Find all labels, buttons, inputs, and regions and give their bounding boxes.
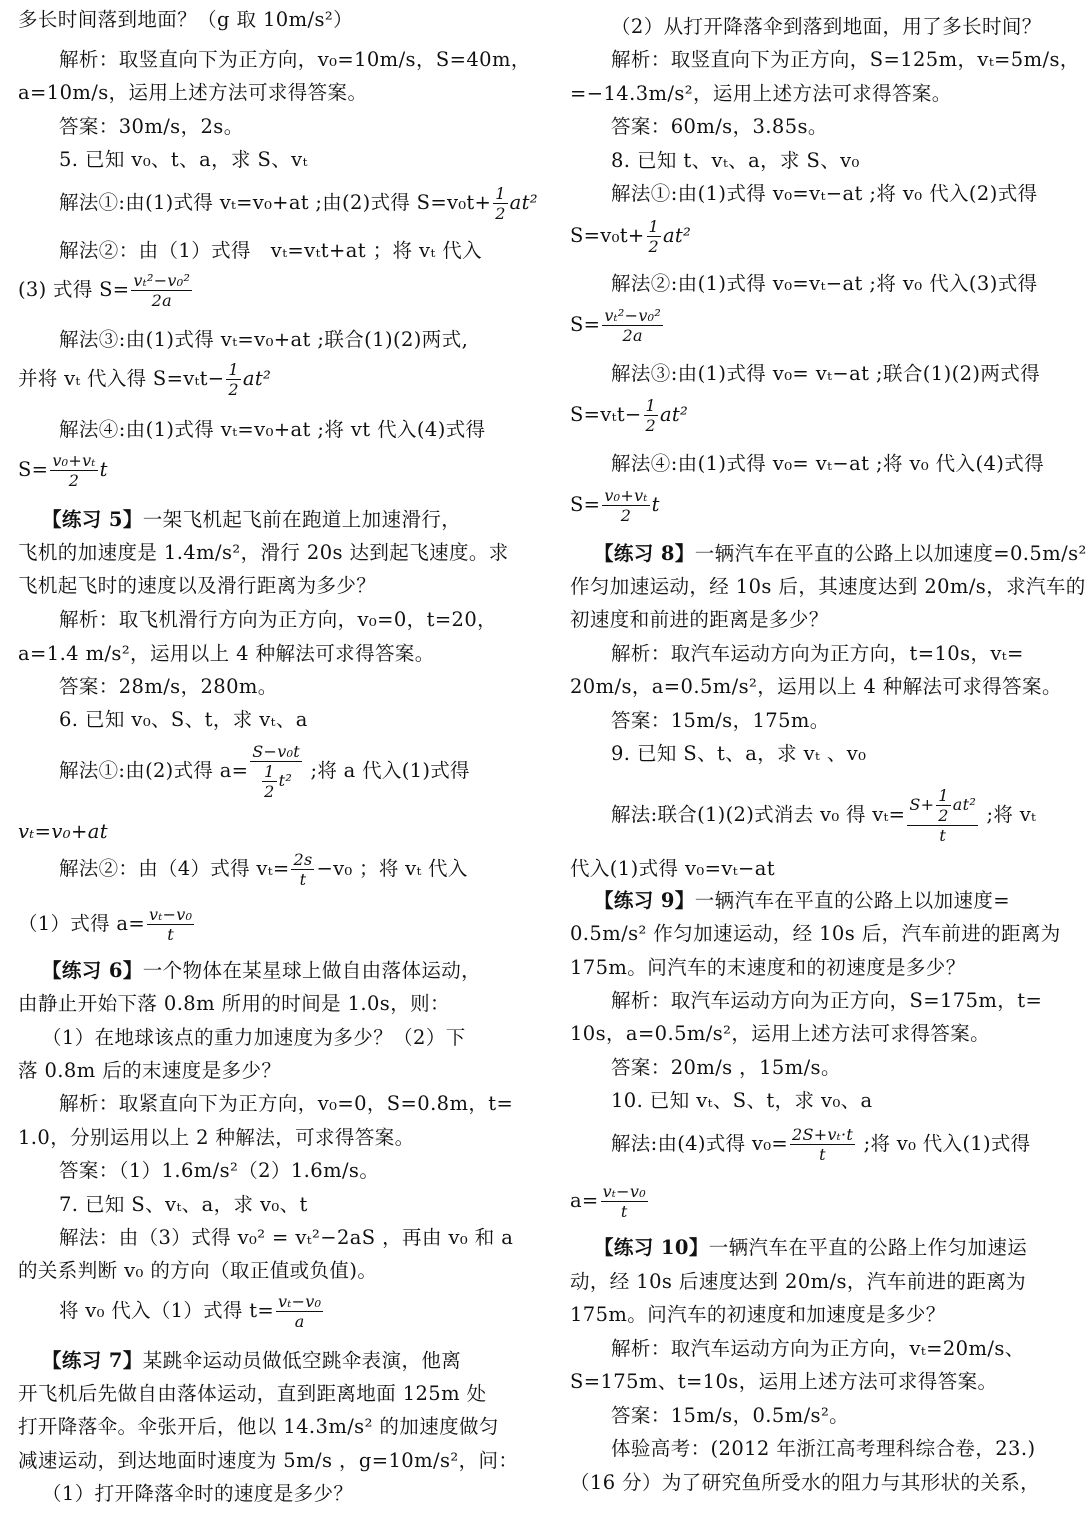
fraction-numerator: 1 <box>645 396 656 415</box>
fraction-numerator: 1 <box>495 184 506 203</box>
text-line: 打开降落伞。伞张开后，他以 14.3m/s² 的加速度做匀 <box>18 1415 499 1438</box>
fraction <box>602 486 649 525</box>
fraction-numerator: 1 <box>648 217 659 236</box>
formula-text: 解法:联合(1)(2)式消去 v₀ 得 vₜ= <box>611 803 906 826</box>
formula-text: t² <box>278 771 293 790</box>
analysis-line: 解析：取竖直向下为正方向，v₀=10m/s，S=40m， <box>59 48 531 71</box>
fraction-numerator: vₜ−v₀ <box>148 905 193 924</box>
formula-text: 将 v₀ 代入（1）式得 t= <box>59 1299 275 1322</box>
fraction-numerator: v₀+vₜ <box>52 451 96 470</box>
case-heading-6: 6. 已知 v₀、S、t，求 vₜ、a <box>59 708 308 731</box>
fraction-numerator: v₀+vₜ <box>604 486 648 505</box>
formula-text: 并将 vₜ 代入得 S=vₜt− <box>18 367 225 390</box>
text-line: 减速运动，到达地面时速度为 5m/s ，g=10m/s²，问： <box>18 1449 519 1472</box>
fraction <box>601 1182 648 1221</box>
fraction-denominator: 2 <box>264 782 275 801</box>
formula-line <box>18 905 196 944</box>
fraction-denominator: 2 <box>620 506 632 525</box>
exercise-label: 【练习 8】 <box>594 542 695 565</box>
exercise-text: 一辆汽车在平直的公路上以加速度= <box>694 889 1011 912</box>
text-line: （1）打开降落伞时的速度是多少？ <box>42 1482 354 1505</box>
exercise-label: 【练习 10】 <box>594 1236 709 1259</box>
exercise-8-title <box>570 540 1087 568</box>
fraction-denominator: 2 <box>645 416 656 435</box>
fraction-numerator: 1 <box>264 762 275 781</box>
answer-line: 答案：30m/s，2s。 <box>59 115 244 138</box>
formula-text: ;将 vₜ <box>980 803 1037 826</box>
formula-text: （1）式得 a= <box>18 912 145 935</box>
text-line: 175m。问汽车的末速度和的初速度是多少？ <box>570 956 966 979</box>
formula-text: t <box>99 458 108 481</box>
formula-text: a= <box>570 1189 599 1212</box>
answer-line: 答案：15m/s，0.5m/s²。 <box>611 1404 850 1427</box>
formula-text: −v₀ ；将 vₜ 代入 <box>316 857 468 880</box>
fraction <box>131 271 192 310</box>
exercise-text: 一个物体在某星球上做自由落体运动， <box>142 959 482 982</box>
fraction-denominator: a <box>294 1312 305 1331</box>
fraction-denominator <box>258 762 294 801</box>
fraction-denominator: t <box>819 1145 826 1164</box>
formula-line <box>570 786 1036 845</box>
formula-line <box>570 486 660 525</box>
fraction <box>50 451 97 490</box>
formula-text: S= <box>570 493 601 516</box>
formula-line <box>18 1292 325 1331</box>
fraction <box>936 786 950 825</box>
fraction-numerator: vₜ²−v₀² <box>604 306 662 325</box>
formula-line: 代入(1)式得 v₀=vₜ−at <box>570 857 776 880</box>
analysis-line: 解析：取紧直向下为正方向，v₀=0，S=0.8m，t= <box>59 1092 514 1115</box>
exercise-5-title <box>18 506 461 534</box>
text-line: 10s，a=0.5m/s²，运用上述方法可求得答案。 <box>570 1022 991 1045</box>
formula-line <box>570 217 691 256</box>
fraction-denominator: t <box>939 826 947 845</box>
formula-line <box>18 742 470 801</box>
text-line: 飞机起飞时的速度以及滑行距离为多少？ <box>18 574 377 597</box>
formula-text: 解法:由(4)式得 v₀= <box>611 1132 788 1155</box>
fraction <box>602 306 663 345</box>
exercise-7-title <box>18 1347 461 1375</box>
analysis-line: 解析：取竖直向下为正方向，S=125m，vₜ=5m/s， <box>611 48 1080 71</box>
text-line: a=1.4 m/s²，运用以上 4 种解法可求得答案。 <box>18 642 435 665</box>
text-line: 初速度和前进的距离是多少？ <box>570 608 829 631</box>
text-line: 飞机的加速度是 1.4m/s²，滑行 20s 达到起飞速度。求 <box>18 541 509 564</box>
formula-text: (3) 式得 S= <box>18 278 130 301</box>
exercise-label: 【练习 9】 <box>594 889 695 912</box>
formula-line <box>570 1125 1030 1164</box>
case-heading-10: 10. 已知 vₜ、S、t，求 v₀、a <box>611 1089 873 1112</box>
formula-text: S+ <box>909 795 935 814</box>
fraction-denominator: t <box>167 925 175 944</box>
fraction-numerator: 1 <box>228 360 239 379</box>
formula-text: 解法①:由(1)式得 vₜ=v₀+at ;由(2)式得 S=v₀t+ <box>59 191 492 214</box>
formula-line <box>570 1182 650 1221</box>
case-heading-8: 8. 已知 t、vₜ、a，求 S、v₀ <box>611 149 860 172</box>
answer-line: 答案：20m/s ，15m/s。 <box>611 1056 841 1079</box>
text-line: =−14.3m/s²，运用上述方法可求得答案。 <box>570 82 952 105</box>
text-line: 的关系判断 v₀ 的方向（取正值或负值)。 <box>18 1259 378 1282</box>
fraction-denominator: 2 <box>68 471 80 490</box>
fraction-denominator: t <box>299 870 307 889</box>
fraction <box>262 762 276 801</box>
formula-text: 解法②：由（4）式得 vₜ= <box>59 857 290 880</box>
case-heading-7: 7. 已知 S、vₜ、a，求 v₀、t <box>59 1193 308 1216</box>
text-line: 175m。问汽车的初速度和加速度是多少？ <box>570 1303 946 1326</box>
formula-text: S= <box>570 313 601 336</box>
text-line: （2）从打开降落伞到落到地面，用了多长时间？ <box>611 15 1042 38</box>
formula-line <box>18 271 194 310</box>
fraction-denominator: 2 <box>228 380 239 399</box>
text-line: （16 分）为了研究鱼所受水的阻力与其形状的关系， <box>570 1471 1041 1494</box>
exam-heading: 体验高考：(2012 年浙江高考理科综合卷，23.) <box>611 1437 1036 1460</box>
analysis-line: 解析：取汽车运动方向为正方向，vₜ=20m/s、 <box>611 1337 1025 1360</box>
text-line: 20m/s，a=0.5m/s²，运用以上 4 种解法可求得答案。 <box>570 675 1062 698</box>
text-line: 作匀加速运动，经 10s 后，其速度达到 20m/s，求汽车的 <box>570 575 1086 598</box>
fraction <box>647 217 661 256</box>
exercise-text: 一辆汽车在平直的公路上以加速度=0.5m/s² <box>694 542 1087 565</box>
compound-fraction <box>907 786 978 845</box>
text-line: S=175m、t=10s，运用上述方法可求得答案。 <box>570 1370 998 1393</box>
answer-line: 答案：（1）1.6m/s²（2）1.6m/s。 <box>59 1159 380 1182</box>
formula-text: S= <box>18 458 49 481</box>
fraction-denominator: 2a <box>622 326 643 345</box>
fraction-numerator: vₜ²−v₀² <box>133 271 191 290</box>
formula-line <box>18 184 538 223</box>
formula-text: 解法①:由(2)式得 a= <box>59 759 249 782</box>
formula-line: 解法④:由(1)式得 vₜ=v₀+at ;将 vt 代入(4)式得 <box>59 418 486 441</box>
exercise-label: 【练习 6】 <box>42 959 143 982</box>
case-heading-9: 9. 已知 S、t、a，求 vₜ 、v₀ <box>611 742 867 765</box>
formula-text: at² <box>509 191 538 214</box>
formula-text: S=vₜt− <box>570 403 642 426</box>
formula-text: t <box>651 493 660 516</box>
text-line: 0.5m/s² 作匀加速运动，经 10s 后，汽车前进的距离为 <box>570 922 1061 945</box>
formula-line <box>18 451 108 490</box>
formula-line <box>18 850 468 889</box>
fraction-denominator: t <box>620 1202 628 1221</box>
text-line: 由静止开始下落 0.8m 所用的时间是 1.0s，则： <box>18 992 450 1015</box>
formula-line: 解法③:由(1)式得 v₀= vₜ−at ;联合(1)(2)两式得 <box>611 362 1041 385</box>
analysis-line: 解析：取汽车运动方向为正方向，S=175m，t= <box>611 989 1043 1012</box>
formula-line: 解法④:由(1)式得 v₀= vₜ−at ;将 v₀ 代入(4)式得 <box>611 452 1045 475</box>
exercise-label: 【练习 7】 <box>42 1349 143 1372</box>
text-line: 多长时间落到地面？（g 取 10m/s²） <box>18 8 353 31</box>
formula-line: 解法①:由(1)式得 v₀=vₜ−at ;将 v₀ 代入(2)式得 <box>611 182 1038 205</box>
fraction-numerator: 2s <box>293 850 313 869</box>
text-line: 落 0.8m 后的末速度是多少？ <box>18 1059 282 1082</box>
fraction-denominator: 2 <box>648 237 659 256</box>
formula-line <box>570 306 665 345</box>
exercise-10-title <box>570 1234 1027 1262</box>
fraction-numerator: vₜ−v₀ <box>278 1292 322 1311</box>
fraction-numerator: vₜ−v₀ <box>602 1182 646 1201</box>
formula-text: at² <box>659 403 689 426</box>
formula-line <box>18 360 271 399</box>
formula-text: ;将 v₀ 代入(1)式得 <box>857 1132 1031 1155</box>
formula-text: at² <box>242 367 272 390</box>
formula-line: 解法②:由(1)式得 v₀=vₜ−at ;将 v₀ 代入(3)式得 <box>611 272 1038 295</box>
fraction <box>276 1292 323 1331</box>
fraction-numerator: 1 <box>938 786 949 805</box>
fraction-denominator: 2a <box>151 291 172 310</box>
answer-line: 答案：28m/s，280m。 <box>59 675 278 698</box>
fraction <box>644 396 658 435</box>
exercise-9-title <box>570 887 1010 915</box>
analysis-line: 解析：取飞机滑行方向为正方向，v₀=0，t=20， <box>59 608 498 631</box>
fraction <box>493 184 507 223</box>
text-line: a=10m/s，运用上述方法可求得答案。 <box>18 81 368 104</box>
text-line: 动，经 10s 后速度达到 20m/s，汽车前进的距离为 <box>570 1270 1026 1293</box>
answer-line: 答案：60m/s，3.85s。 <box>611 115 828 138</box>
fraction <box>790 1125 855 1164</box>
text-line: （1）在地球该点的重力加速度为多少？（2）下 <box>42 1026 466 1049</box>
formula-line: 解法：由（3）式得 v₀² = vₜ²−2aS ，再由 v₀ 和 a <box>59 1226 514 1249</box>
text-line: 1.0，分别运用以上 2 种解法，可求得答案。 <box>18 1126 415 1149</box>
formula-line: 解法②：由（1）式得 vₜ=vₜt+at ；将 vₜ 代入 <box>59 239 483 262</box>
fraction-denominator: 2 <box>495 204 506 223</box>
exercise-text: 某跳伞运动员做低空跳伞表演，他离 <box>142 1349 462 1372</box>
exercise-text: 一辆汽车在平直的公路上作匀加速运 <box>708 1236 1028 1259</box>
formula-text: S=v₀t+ <box>570 224 645 247</box>
formula-text: ;将 a 代入(1)式得 <box>304 759 470 782</box>
text-line: 开飞机后先做自由落体运动，直到距离地面 125m 处 <box>18 1382 487 1405</box>
fraction-numerator: S−v₀t <box>252 742 301 761</box>
formula-line <box>570 396 688 435</box>
answer-line: 答案：15m/s，175m。 <box>611 709 830 732</box>
fraction-numerator <box>907 786 978 826</box>
fraction <box>147 905 194 944</box>
fraction <box>291 850 314 889</box>
fraction-numerator: 2S+vₜ·t <box>791 1125 854 1144</box>
exercise-6-title <box>18 957 481 985</box>
analysis-line: 解析：取汽车运动方向为正方向，t=10s，vₜ= <box>611 642 1024 665</box>
formula-line: 解法③:由(1)式得 vₜ=v₀+at ;联合(1)(2)两式, <box>59 328 469 351</box>
formula-text: at² <box>663 224 692 247</box>
formula-line: vₜ=v₀+at <box>18 820 108 843</box>
exercise-text: 一架飞机起飞前在跑道上加速滑行， <box>142 508 462 531</box>
case-heading-5: 5. 已知 v₀、t、a，求 S、vₜ <box>59 148 308 171</box>
fraction <box>226 360 240 399</box>
exercise-label: 【练习 5】 <box>42 508 143 531</box>
fraction-denominator: 2 <box>938 806 949 825</box>
compound-fraction <box>250 742 302 801</box>
formula-text: at² <box>952 795 977 814</box>
